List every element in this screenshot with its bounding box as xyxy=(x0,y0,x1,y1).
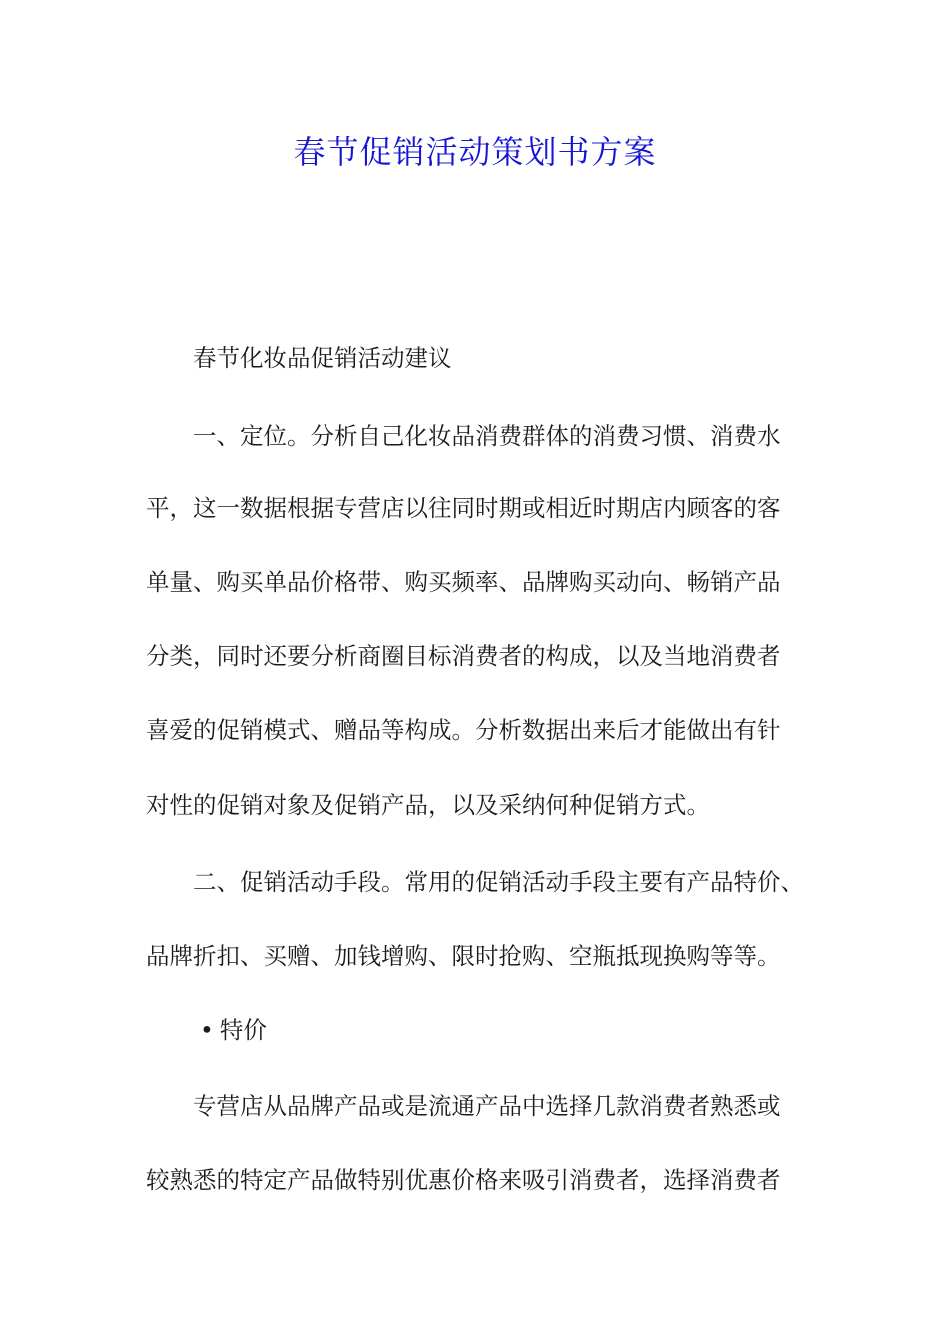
paragraph-line: 一、定位。分析自己化妆品消费群体的消费习惯、消费水 xyxy=(193,422,781,450)
paragraph-line: 较熟悉的特定产品做特别优惠价格来吸引消费者，选择消费者 xyxy=(146,1166,781,1194)
paragraph-line: 单量、购买单品价格带、购买频率、品牌购买动向、畅销产品 xyxy=(146,568,781,596)
bullet-item xyxy=(200,1014,880,1046)
section-heading: 春节化妆品促销活动建议 xyxy=(193,344,452,372)
paragraph-line: 对性的促销对象及促销产品，以及采纳何种促销方式。 xyxy=(146,791,710,819)
bullet-icon: • xyxy=(200,1016,214,1044)
paragraph-line: 二、促销活动手段。常用的促销活动手段主要有产品特价、 xyxy=(193,868,804,896)
bullet-label: 特价 xyxy=(219,1016,267,1044)
paragraph-line: 品牌折扣、买赠、加钱增购、限时抢购、空瓶抵现换购等等。 xyxy=(146,942,781,970)
paragraph-line: 分类，同时还要分析商圈目标消费者的构成，以及当地消费者 xyxy=(146,642,781,670)
paragraph-line: 平，这一数据根据专营店以往同时期或相近时期店内顾客的客 xyxy=(146,494,781,522)
paragraph-line: 喜爱的促销模式、赠品等构成。分析数据出来后才能做出有针 xyxy=(146,716,781,744)
document-title: 春节促销活动策划书方案 xyxy=(293,133,657,171)
paragraph-line: 专营店从品牌产品或是流通产品中选择几款消费者熟悉或 xyxy=(193,1092,781,1120)
